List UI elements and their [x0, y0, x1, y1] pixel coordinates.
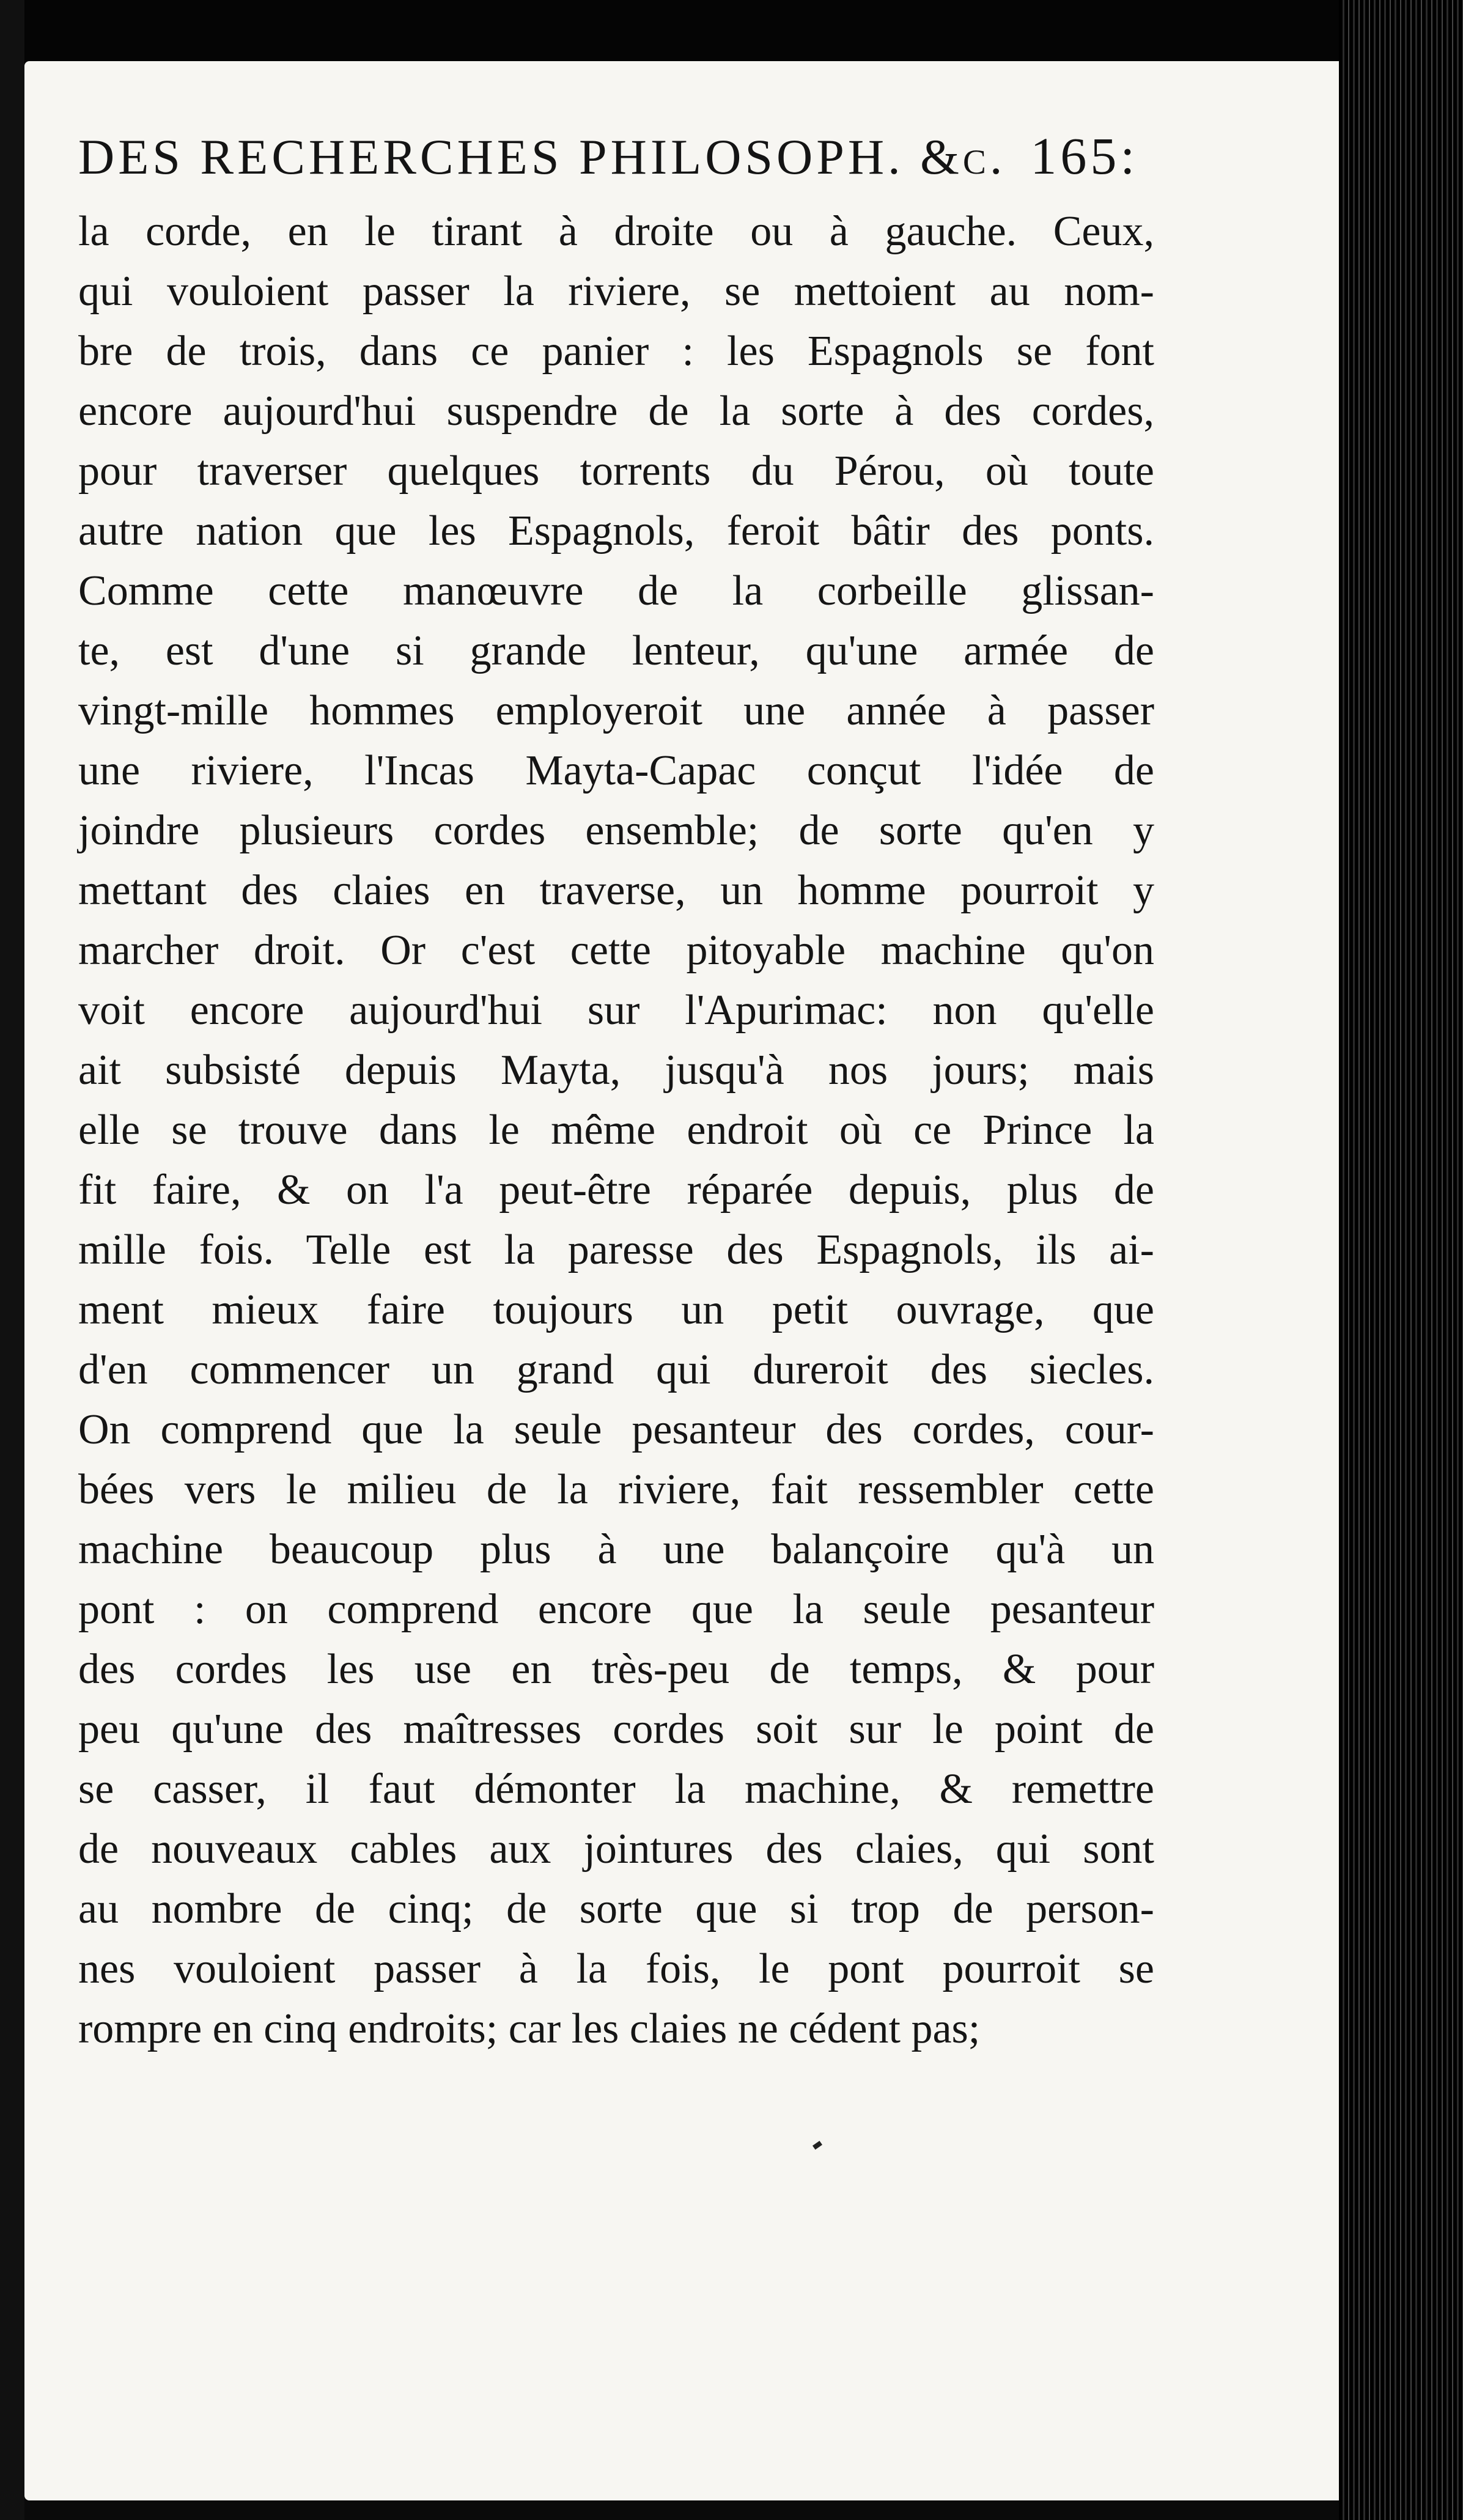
text-line: machine beaucoup plus à une balançoire qu'à un — [78, 1526, 1154, 1573]
text-line: vingt-mille hommes employeroit une année à passer — [78, 687, 1154, 734]
text-line: voit encore aujourd'hui sur l'Apurimac: non qu'elle — [78, 987, 1154, 1034]
book-spine-edge — [1339, 0, 1463, 2520]
page-header — [78, 125, 1240, 186]
text-line: encore aujourd'hui suspendre de la sorte à des cordes, — [78, 388, 1154, 435]
text-line: la corde, en le tirant à droite ou à gauche. Ceux, — [78, 208, 1154, 255]
text-line: se casser, il faut démonter la machine, & remettre — [78, 1766, 1154, 1813]
text-line: peu qu'une des maîtresses cordes soit sur le point de — [78, 1706, 1154, 1753]
text-line: des cordes les use en très-peu de temps, & pour — [78, 1646, 1154, 1693]
scan-top-margin — [0, 0, 1463, 67]
text-line: ait subsisté depuis Mayta, jusqu'à nos jours; mais — [78, 1047, 1154, 1094]
text-line: te, est d'une si grande lenteur, qu'une armée de — [78, 627, 1154, 674]
text-line: rompre en cinq endroits; car les claies ne cédent pas; — [78, 2005, 981, 2052]
text-line: autre nation que les Espagnols, feroit bâtir des ponts. — [78, 507, 1154, 554]
text-line: bre de trois, dans ce panier : les Espagnols se font — [78, 328, 1154, 375]
text-line: au nombre de cinq; de sorte que si trop de person- — [78, 1885, 1154, 1932]
text-line: de nouveaux cables aux jointures des claies, qui sont — [78, 1826, 1154, 1873]
scan-left-margin — [0, 0, 24, 2520]
text-line: mettant des claies en traverse, un homme pourroit y — [78, 867, 1154, 914]
body-text — [78, 202, 1154, 2059]
text-line: elle se trouve dans le même endroit où ce Prince la — [78, 1107, 1154, 1154]
text-line: Comme cette manœuvre de la corbeille glissan- — [78, 567, 1154, 614]
text-line: fit faire, & on l'a peut-être réparée depuis, plus de — [78, 1166, 1154, 1214]
text-line: marcher droit. Or c'est cette pitoyable machine qu'on — [78, 927, 1154, 974]
text-line: On comprend que la seule pesanteur des cordes, cour- — [78, 1406, 1154, 1453]
text-line: joindre plusieurs cordes ensemble; de sorte qu'en y — [78, 807, 1154, 854]
text-line: pont : on comprend encore que la seule pesanteur — [78, 1586, 1154, 1633]
page-number: 165: — [1030, 127, 1139, 185]
text-line: nes vouloient passer à la fois, le pont pourroit se — [78, 1945, 1154, 1992]
text-line: mille fois. Telle est la paresse des Espagnols, ils ai- — [78, 1226, 1154, 1273]
text-line: ment mieux faire toujours un petit ouvrage, que — [78, 1286, 1154, 1333]
text-line: qui vouloient passer la riviere, se mettoient au nom- — [78, 268, 1154, 315]
text-line: d'en commencer un grand qui dureroit des siecles. — [78, 1346, 1154, 1393]
text-line: une riviere, l'Incas Mayta-Capac conçut l'idée de — [78, 747, 1154, 794]
text-line: pour traverser quelques torrents du Pérou, où toute — [78, 448, 1154, 495]
text-line: bées vers le milieu de la riviere, fait ressembler cette — [78, 1466, 1154, 1513]
running-title: DES RECHERCHES PHILOSOPH. &c. — [78, 129, 1006, 185]
